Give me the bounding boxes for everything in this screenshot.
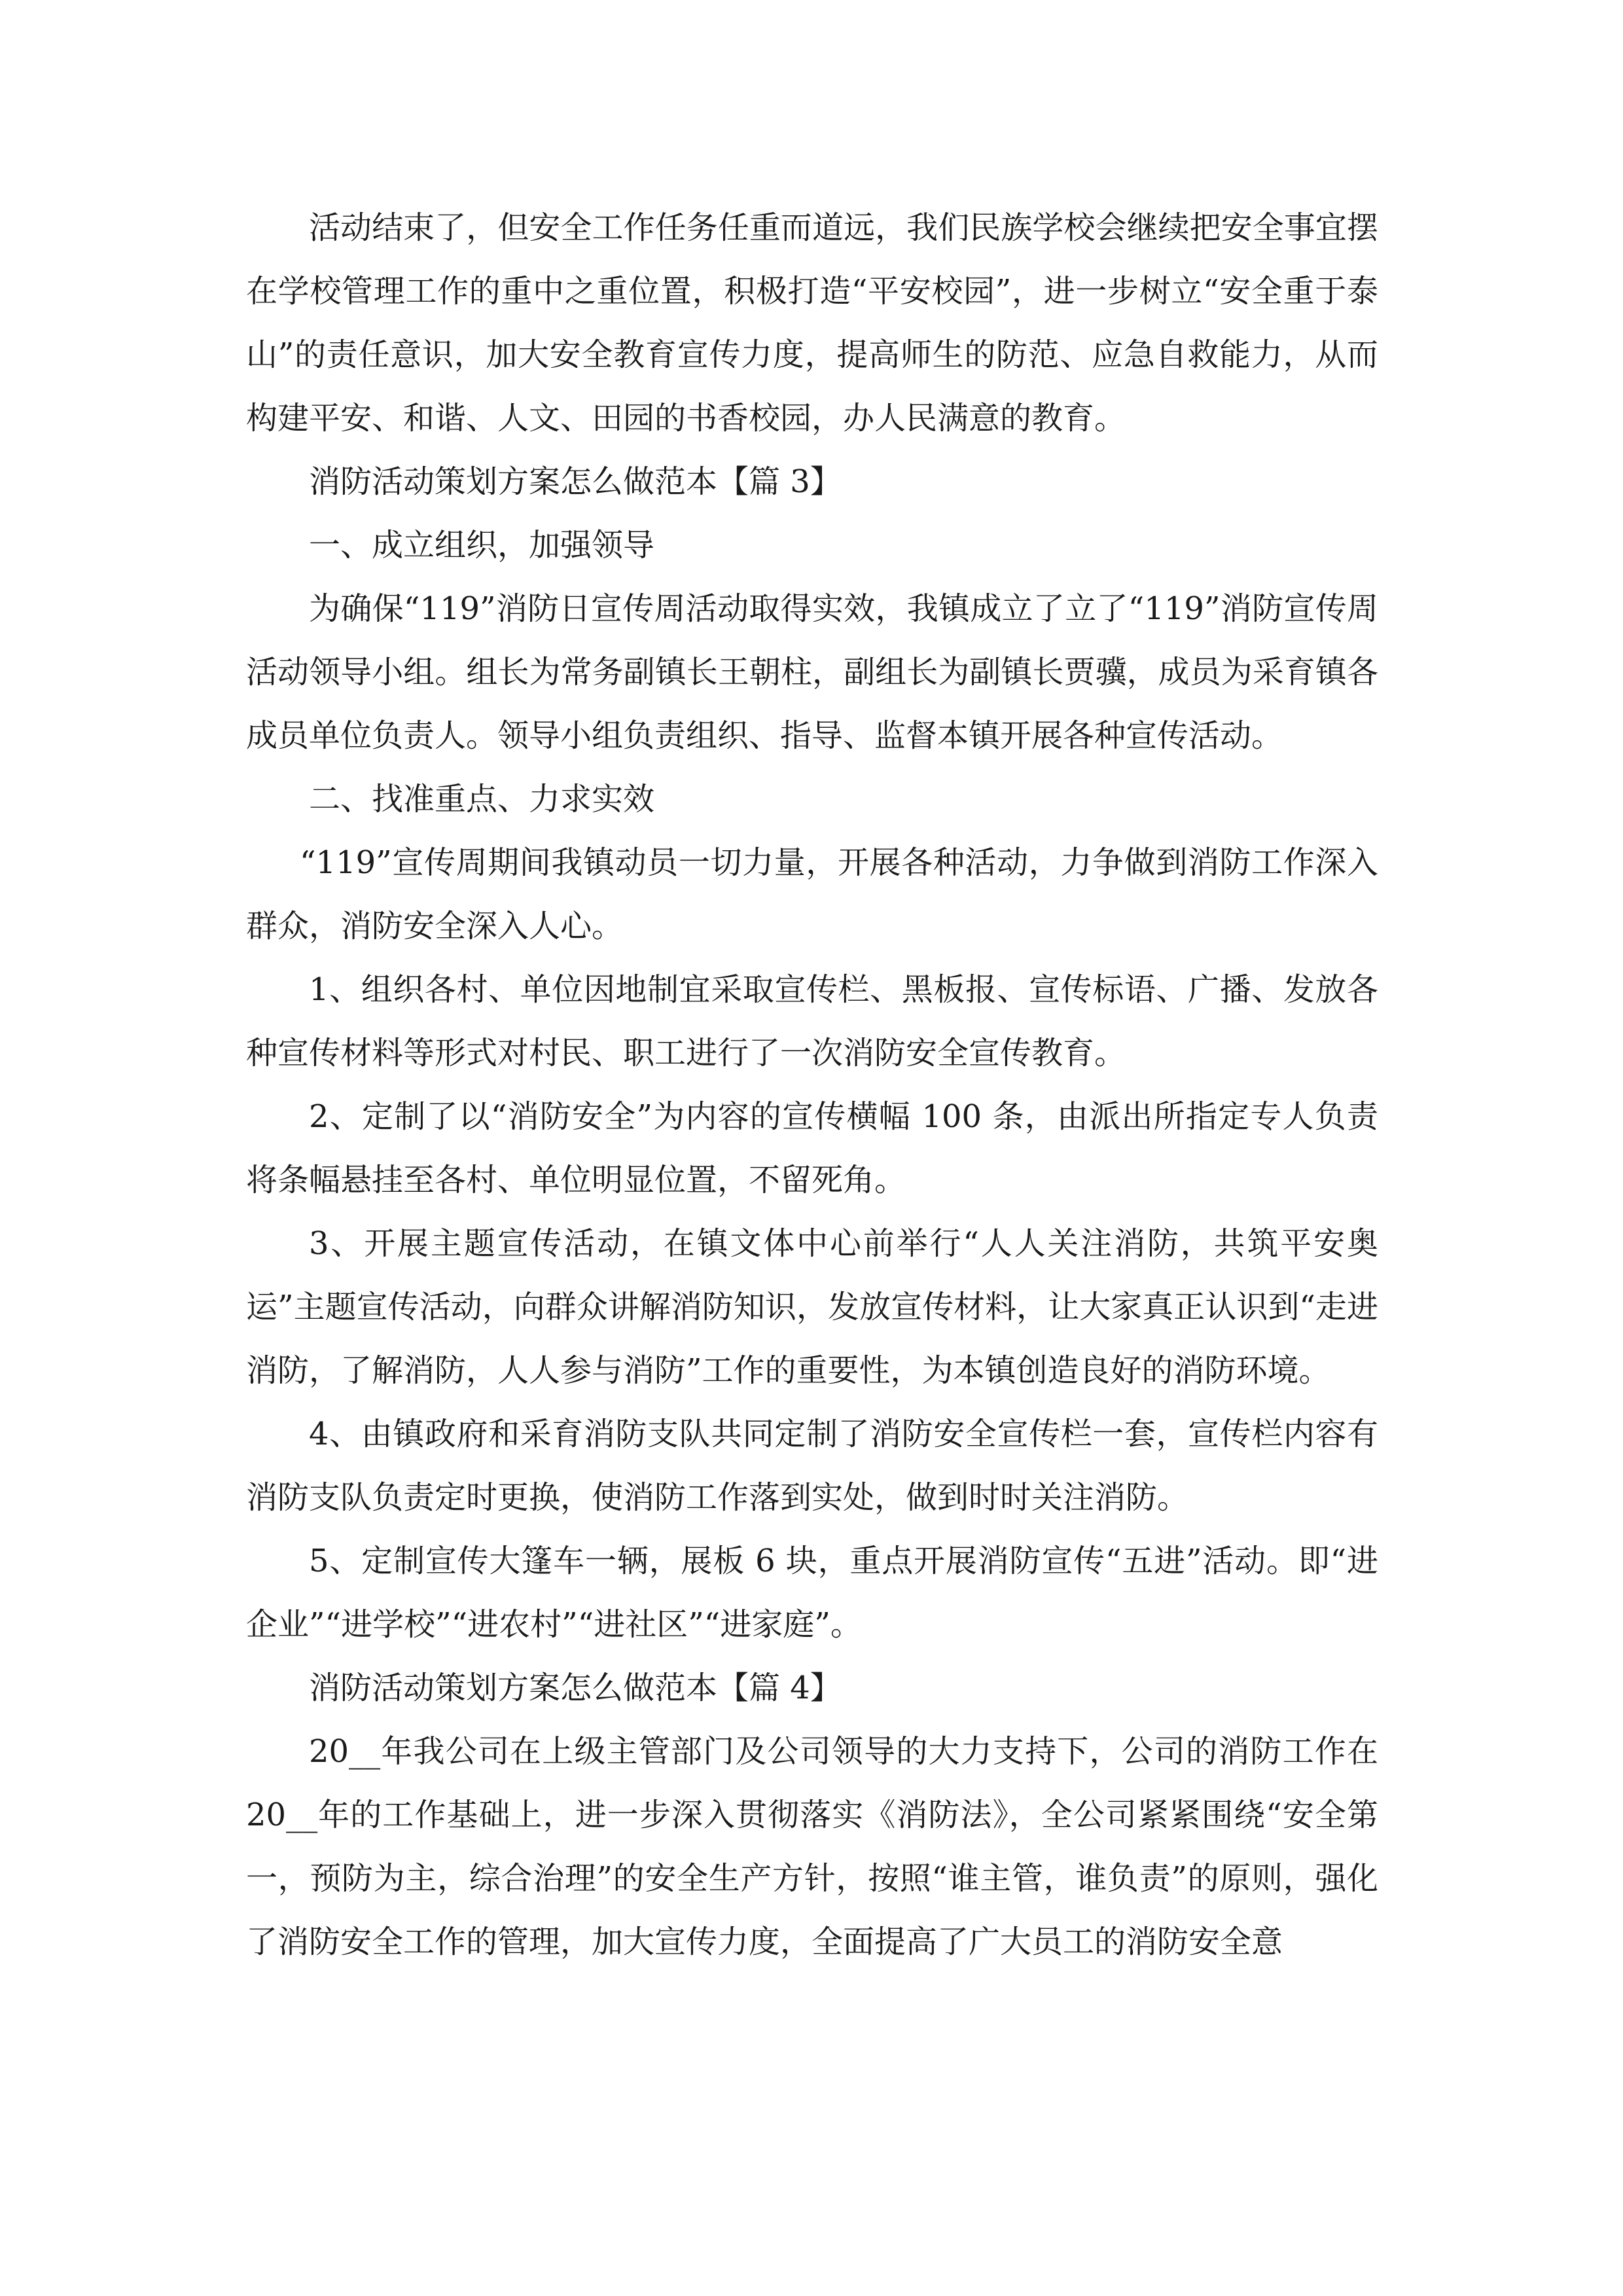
subheading-establish-organization: 一、成立组织，加强领导 [309, 527, 655, 564]
list-item-5: 5、定制宣传大篷车一辆，展板 6 块，重点开展消防宣传“五进”活动。即“进企业”“进学校”“进农村”“进社区”“进家庭”。 [246, 1543, 1378, 1643]
section-heading-part-4: 消防活动策划方案怎么做范本【篇 4】 [309, 1670, 842, 1706]
section-heading-part-3: 消防活动策划方案怎么做范本【篇 3】 [309, 463, 842, 500]
paragraph-company-fire-work: 20__年我公司在上级主管部门及公司领导的大力支持下，公司的消防工作在 20__年的工作基础上，进一步深入贯彻落实《消防法》，全公司紧紧围绕“安全第一，预防为主，综合治理”的安全生产方针，按照“谁主管，谁负责”的原则，强化了消防安全工作的管理，加大宣传力度，全面提高了广大员工的消防安全意 [246, 1733, 1378, 1960]
paragraph-publicity-week: “119”宣传周期间我镇动员一切力量，开展各种活动，力争做到消防工作深入群众，消防安全深入人心。 [246, 844, 1378, 944]
subheading-focus-results: 二、找准重点、力求实效 [309, 781, 655, 817]
paragraph-safety-conclusion: 活动结束了，但安全工作任务任重而道远，我们民族学校会继续把安全事宜摆在学校管理工作的重中之重位置，积极打造“平安校园”，进一步树立“安全重于泰山”的责任意识，加大安全教育宣传力度，提高师生的防范、应急自救能力，从而构建平安、和谐、人文、田园的书香校园，办人民满意的教育。 [246, 209, 1378, 437]
list-item-2: 2、定制了以“消防安全”为内容的宣传横幅 100 条，由派出所指定专人负责将条幅悬挂至各村、单位明显位置，不留死角。 [246, 1098, 1378, 1198]
list-item-4: 4、由镇政府和采育消防支队共同定制了消防安全宣传栏一套，宣传栏内容有消防支队负责定时更换，使消防工作落到实处，做到时时关注消防。 [246, 1416, 1378, 1516]
paragraph-leadership-group: 为确保“119”消防日宣传周活动取得实效，我镇成立了立了“119”消防宣传周活动领导小组。组长为常务副镇长王朝柱，副组长为副镇长贾骥，成员为采育镇各成员单位负责人。领导小组负责组织、指导、监督本镇开展各种宣传活动。 [246, 590, 1378, 754]
list-item-1: 1、组织各村、单位因地制宜采取宣传栏、黑板报、宣传标语、广播、发放各种宣传材料等形式对村民、职工进行了一次消防安全宣传教育。 [246, 971, 1378, 1071]
list-item-3: 3、开展主题宣传活动，在镇文体中心前举行“人人关注消防，共筑平安奥运”主题宣传活动，向群众讲解消防知识，发放宣传材料，让大家真正认识到“走进消防，了解消防，人人参与消防”工作的重要性，为本镇创造良好的消防环境。 [246, 1225, 1378, 1389]
document-body [246, 196, 1378, 1974]
